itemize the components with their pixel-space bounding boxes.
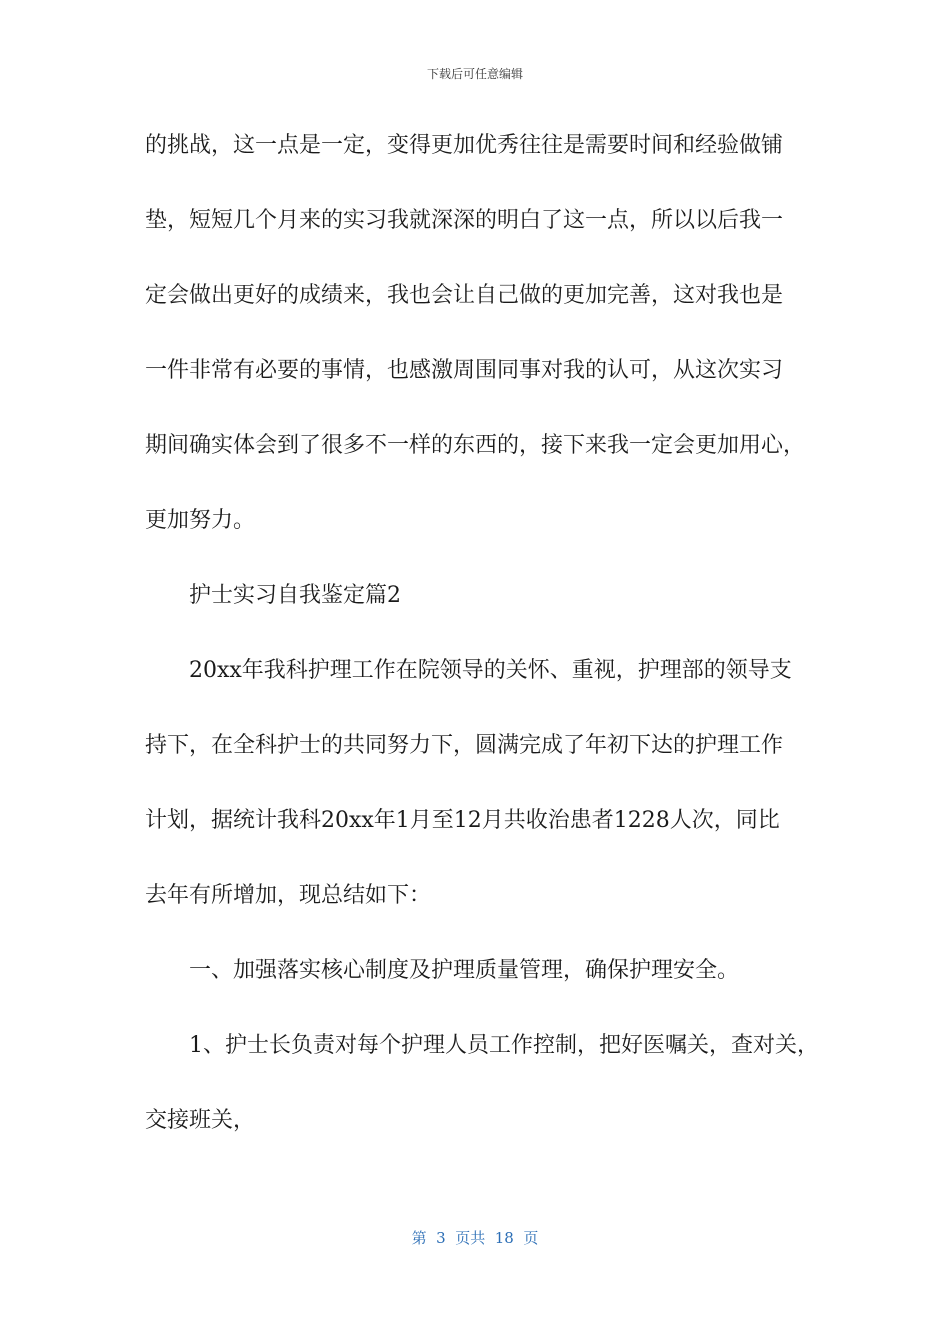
body-line: 交接班关， [145, 1108, 256, 1133]
subsection-heading: 一、加强落实核心制度及护理质量管理，确保护理安全。 [189, 958, 740, 983]
body-line: 的挑战，这一点是一定，变得更加优秀往往是需要时间和经验做铺 [145, 133, 784, 158]
body-line: 垫，短短几个月来的实习我就深深的明白了这一点，所以以后我一 [145, 208, 784, 233]
body-line: 1、护士长负责对每个护理人员工作控制，把好医嘱关，查对关， [189, 1033, 819, 1058]
body-line: 去年有所增加，现总结如下： [145, 883, 432, 908]
body-line: 定会做出更好的成绩来，我也会让自己做的更加完善，这对我也是 [145, 283, 784, 308]
body-line: 持下，在全科护士的共同努力下，圆满完成了年初下达的护理工作 [145, 733, 784, 758]
page-number-footer: 第 3 页共 18 页 [411, 1229, 539, 1247]
section-heading: 护士实习自我鉴定篇2 [189, 583, 401, 608]
body-line: 计划，据统计我科20xx年1月至12月共收治患者1228人次，同比 [145, 808, 780, 833]
page-header: 下载后可任意编辑 [426, 67, 523, 81]
body-line: 20xx年我科护理工作在院领导的关怀、重视，护理部的领导支 [189, 658, 792, 683]
body-line: 一件非常有必要的事情，也感激周围同事对我的认可，从这次实习 [145, 358, 784, 383]
body-line: 期间确实体会到了很多不一样的东西的，接下来我一定会更加用心， [145, 433, 806, 458]
body-line: 更加努力。 [145, 508, 256, 533]
